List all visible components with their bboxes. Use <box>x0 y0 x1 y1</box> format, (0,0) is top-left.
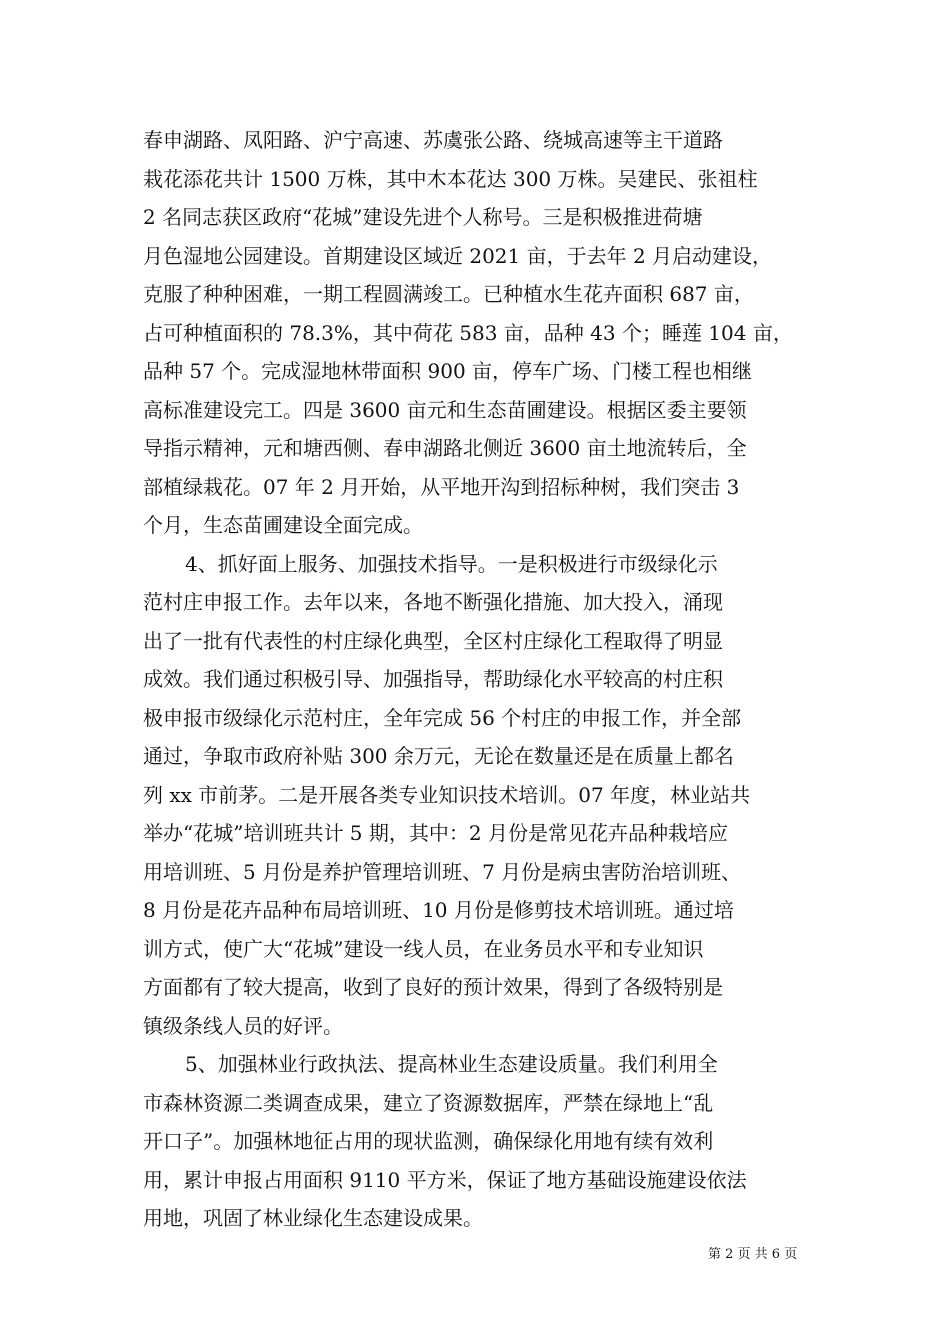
text-line: 个月，生态苗圃建设全面完成。 <box>143 513 423 537</box>
text-line: 栽花添花共计 1500 万株，其中木本花达 300 万株。吴建民、张祖柱 <box>143 166 758 191</box>
text-line: 用，累计申报占用面积 9110 平方米，保证了地方基础设施建设依法 <box>143 1167 747 1192</box>
text-line: 方面都有了较大提高，收到了良好的预计效果，得到了各级特别是 <box>143 975 723 999</box>
text-line: 训方式，使广大“花城”建设一线人员，在业务员水平和专业知识 <box>143 936 704 961</box>
text-line: 部植绿栽花。07 年 2 月开始，从平地开沟到招标种树，我们突击 3 <box>143 474 740 499</box>
text-line: 极申报市级绿化示范村庄，全年完成 56 个村庄的申报工作，并全部 <box>143 705 742 730</box>
text-line: 高标准建设完工。四是 3600 亩元和生态苗圃建设。根据区委主要领 <box>143 397 747 422</box>
text-line: 用培训班、5 月份是养护管理培训班、7 月份是病虫害防治培训班、 <box>143 859 742 884</box>
document-body <box>143 121 823 1238</box>
text-line: 品种 57 个。完成湿地林带面积 900 亩，停车广场、门楼工程也相继 <box>143 359 753 383</box>
text-line: 导指示精神，元和塘西侧、春申湖路北侧近 3600 亩土地流转后，全 <box>143 436 747 460</box>
text-line: 月色湿地公园建设。首期建设区域近 2021 亩，于去年 2 月启动建设， <box>143 243 773 268</box>
text-line: 克服了种种困难，一期工程圆满竣工。已种植水生花卉面积 687 亩， <box>143 282 754 306</box>
text-line: 通过，争取市政府补贴 300 余万元，无论在数量还是在质量上都名 <box>143 744 734 768</box>
text-line: 占可种植面积的 78.3%，其中荷花 583 亩，品种 43 个；睡莲 104 亩， <box>143 320 793 345</box>
text-line: 8 月份是花卉品种布局培训班、10 月份是修剪技术培训班。通过培 <box>143 898 734 922</box>
text-line: 2 名同志获区政府“花城”建设先进个人称号。三是积极推进荷塘 <box>143 205 703 229</box>
text-line: 范村庄申报工作。去年以来，各地不断强化措施、加大投入，涌现 <box>143 590 723 614</box>
text-line: 春申湖路、凤阳路、沪宁高速、苏虞张公路、绕城高速等主干道路 <box>143 128 723 152</box>
text-line: 列 xx 市前茅。二是开展各类专业知识技术培训。07 年度，林业站共 <box>143 782 751 807</box>
text-line: 出了一批有代表性的村庄绿化典型，全区村庄绿化工程取得了明显 <box>143 628 723 653</box>
text-line: 市森林资源二类调查成果，建立了资源数据库，严禁在绿地上“乱 <box>143 1090 714 1115</box>
paragraph-start-line: 4、抓好面上服务、加强技术指导。一是积极进行市级绿化示 <box>185 551 718 576</box>
text-line: 举办“花城”培训班共计 5 期，其中：2 月份是常见花卉品种栽培应 <box>143 821 728 845</box>
text-line: 成效。我们通过积极引导、加强指导，帮助绿化水平较高的村庄积 <box>143 667 723 691</box>
text-line: 用地，巩固了林业绿化生态建设成果。 <box>143 1206 483 1230</box>
text-line: 镇级条线人员的好评。 <box>143 1013 343 1038</box>
page-number: 第 2 页 共 6 页 <box>708 1247 798 1262</box>
paragraph-start-line: 5、加强林业行政执法、提高林业生态建设质量。我们利用全 <box>185 1052 718 1076</box>
text-line: 开口子”。加强林地征占用的现状监测，确保绿化用地有续有效利 <box>143 1129 714 1153</box>
